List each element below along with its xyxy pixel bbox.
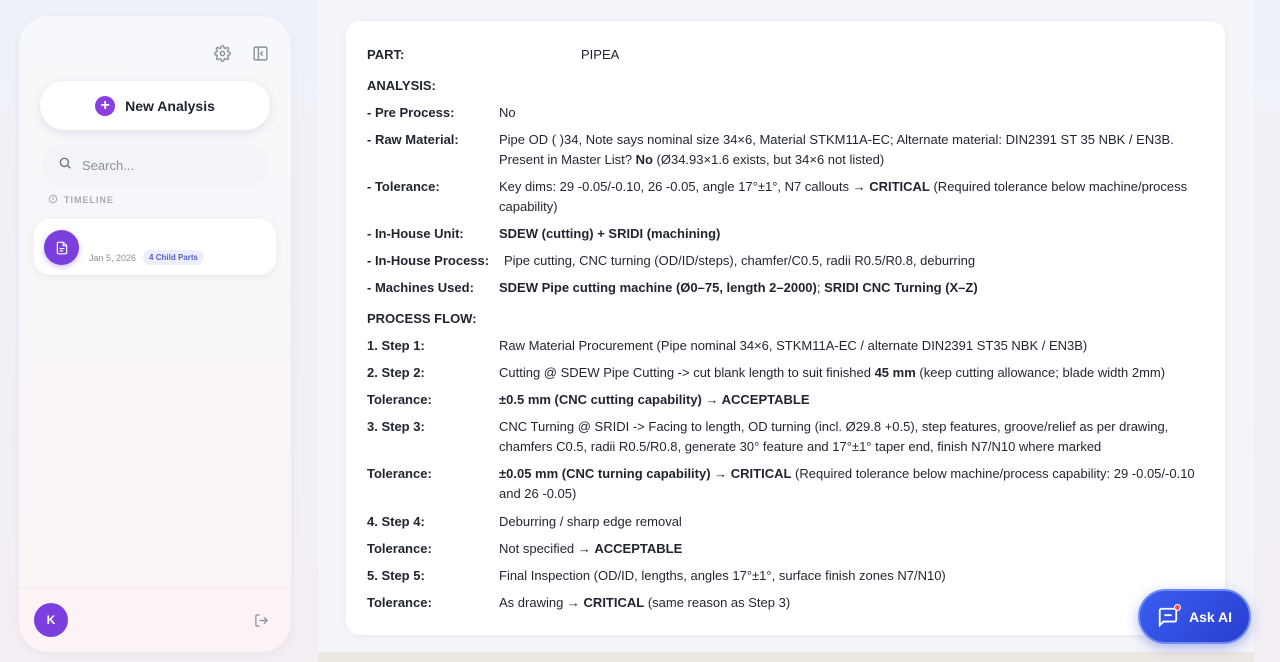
inhouse-process-value: Pipe cutting, CNC turning (OD/ID/steps), chamfer/C0.5, radii R0.5/R0.8, deburring — [504, 253, 976, 268]
machines-separator: ; — [816, 280, 825, 295]
step1-label: 1. Step 1: — [367, 338, 425, 353]
step3-value: CNC Turning @ SRIDI -> Facing to length, OD turning (incl. Ø29.8 +0.5), step features, groove/relief as per drawing, chamfers C0.5, radii R0.5/R0.8, generate 30° feature and 17°±1° taper end, finish N7/N10 where marked — [499, 419, 1169, 454]
sidebar-footer — [19, 588, 291, 652]
step4-tolerance-text: Not specified → — [499, 541, 595, 556]
inhouse-process-label: - In-House Process: — [367, 253, 490, 268]
machines-value — [499, 278, 1209, 298]
part-value: PIPEA — [581, 47, 620, 62]
logout-icon[interactable] — [254, 613, 269, 633]
step5-tolerance-text: As drawing → — [499, 595, 584, 610]
step4-tolerance-label: Tolerance: — [367, 541, 432, 556]
search-input[interactable] — [82, 158, 252, 173]
search-icon — [58, 156, 72, 175]
step3-label: 3. Step 3: — [367, 419, 425, 434]
clock-icon — [48, 194, 58, 206]
pre-process-label: - Pre Process: — [367, 105, 455, 120]
step4-tolerance-status: ACCEPTABLE — [594, 541, 683, 556]
inhouse-unit-value: SDEW (cutting) + SRIDI (machining) — [499, 226, 721, 241]
step2-value — [499, 363, 1209, 383]
raw-material-text: Pipe OD ( )34, Note says nominal size 34×6, Material STKM11A-EC; Alternate material: DIN2391 ST 35 NBK / EN3B. Present in Master List? — [499, 132, 1174, 167]
history-item[interactable] — [34, 219, 276, 275]
step3-tolerance-status: ±0.05 mm (CNC turning capability) → CRITICAL — [499, 466, 792, 481]
step5-tolerance-tail: (same reason as Step 3) — [644, 595, 791, 610]
machines-label: - Machines Used: — [367, 280, 474, 295]
raw-material-value — [499, 130, 1209, 170]
new-analysis-button[interactable] — [40, 81, 270, 130]
pre-process-value: No — [499, 105, 516, 120]
timeline-label-text: TIMELINE — [64, 195, 114, 205]
gear-icon[interactable] — [213, 44, 231, 62]
tolerance-tail: (Required tolerance below machine/process capability) — [499, 179, 1188, 214]
new-analysis-label: New Analysis — [125, 97, 215, 114]
step2-text: Cutting @ SDEW Pipe Cutting -> cut blank length to suit finished — [499, 365, 875, 380]
tolerance-value — [499, 177, 1209, 217]
ask-ai-label: Ask AI — [1188, 608, 1233, 625]
inhouse-unit-label: - In-House Unit: — [367, 226, 464, 241]
analysis-heading: ANALYSIS: — [367, 78, 436, 93]
step5-tolerance-value — [499, 593, 1209, 613]
timeline-label — [48, 194, 114, 206]
chat-icon — [1157, 606, 1179, 628]
search-box[interactable] — [42, 144, 268, 186]
step5-tolerance-label: Tolerance: — [367, 595, 432, 610]
history-item-meta — [89, 250, 204, 265]
tolerance-label: - Tolerance: — [367, 179, 440, 194]
step3-tolerance-value — [499, 464, 1209, 504]
history-item-date: Jan 5, 2026 — [89, 252, 137, 263]
step2-label: 2. Step 2: — [367, 365, 425, 380]
sidebar — [19, 16, 291, 652]
part-label: PART: — [367, 47, 405, 62]
raw-material-tail: (Ø34.93×1.6 exists, but 34×6 not listed) — [652, 152, 885, 167]
raw-material-label: - Raw Material: — [367, 132, 459, 147]
child-parts-badge: 4 Child Parts — [143, 250, 204, 265]
tolerance-status: CRITICAL — [869, 179, 930, 194]
sidebar-top-icons — [213, 44, 269, 62]
avatar[interactable]: K — [34, 603, 68, 637]
turning-machine: SRIDI CNC Turning (X–Z) — [824, 280, 978, 295]
step4-value: Deburring / sharp edge removal — [499, 514, 682, 529]
cutting-machine: SDEW Pipe cutting machine (Ø0–75, length 2–2000) — [499, 280, 817, 295]
ask-ai-button[interactable] — [1138, 589, 1251, 644]
step5-value: Final Inspection (OD/ID, lengths, angles 17°±1°, surface finish zones N7/N10) — [499, 568, 946, 583]
analysis-card — [346, 21, 1225, 635]
step2-length: 45 mm — [874, 365, 916, 380]
step1-value: Raw Material Procurement (Pipe nominal 34×6, STKM11A-EC / alternate DIN2391 ST35 NBK / EN3B) — [499, 338, 1088, 353]
step4-label: 4. Step 4: — [367, 514, 425, 529]
step2-tail: (keep cutting allowance; blade width 2mm) — [915, 365, 1166, 380]
step3-tolerance-tail: (Required tolerance below machine/process capability: 29 -0.05/-0.10 and 26 -0.05) — [499, 466, 1195, 501]
notification-dot — [1174, 604, 1181, 611]
step5-label: 5. Step 5: — [367, 568, 425, 583]
step5-tolerance-status: CRITICAL — [583, 595, 645, 610]
plus-icon: + — [95, 96, 115, 116]
step2-tolerance-value: ±0.5 mm (CNC cutting capability) → ACCEPTABLE — [499, 392, 810, 407]
process-flow-heading: PROCESS FLOW: — [367, 311, 477, 326]
step3-tolerance-label: Tolerance: — [367, 466, 432, 481]
master-list-status: No — [635, 152, 653, 167]
step4-tolerance-value — [499, 539, 1209, 559]
document-icon — [44, 230, 79, 265]
sidebar-collapse-icon[interactable] — [251, 44, 269, 62]
step2-tolerance-label: Tolerance: — [367, 392, 432, 407]
main-bottom-strip — [318, 652, 1254, 662]
tolerance-text: Key dims: 29 -0.05/-0.10, 26 -0.05, angle 17°±1°, N7 callouts → — [499, 179, 870, 194]
